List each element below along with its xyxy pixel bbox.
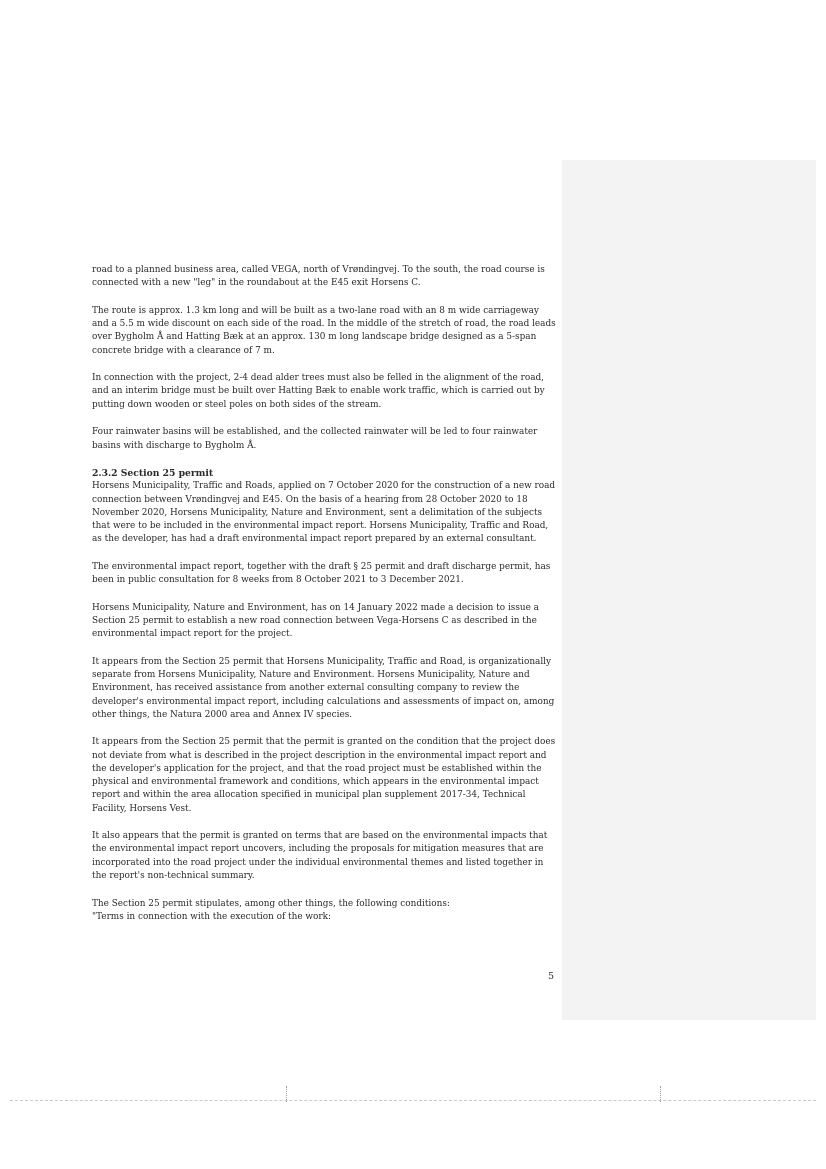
paragraph-consultation: The environmental impact report, together with the draft § 25 permit and draft discharge permit, has been in public consultation for 8 weeks from 8 October 2021 to 3 December 2021. [92,561,551,586]
closing-line-conditions: The Section 25 permit stipulates, among other things, the following conditions: [92,898,450,909]
scan-mark-right [660,1086,664,1102]
paragraph-organizational-separation: It appears from the Section 25 permit that Horsens Municipality, Traffic and Road, is organizationally separate from Horsens Municipality, Nature and Environment. Horsens Municipality, Nature and Environment, has received assistance from another external consulting company to review the developer's environmental impact report, including calculations and assessments of impact on, among other things, the Natura 2000 area and Annex IV species. [92,656,555,720]
scan-fold-line [10,1100,816,1101]
paragraph-decision: Horsens Municipality, Nature and Environment, has on 14 January 2022 made a decision to issue a Section 25 permit to establish a new road connection between Vega-Horsens C as described in the environmental impact report for the project. [92,602,539,640]
paragraph-route-continuation: road to a planned business area, called VEGA, north of Vrøndingvej. To the south, the road course is connected with a new "leg" in the roundabout at the E45 exit Horsens C. [92,265,545,289]
body-text [92,264,558,924]
paragraph-route-length: The route is approx. 1.3 km long and will be built as a two-lane road with an 8 m wide carriageway and a 5.5 m wide discount on each side of the road. In the middle of the stretch of road, the road leads over Bygholm Å and Hatting Bæk at an approx. 130 m long landscape bridge designed as a 5-span concrete bridge with a clearance of 7 m. [92,305,556,356]
paragraph-rainwater-basins: Four rainwater basins will be established, and the collected rainwater will be led to four rainwater basins with discharge to Bygholm Å. [92,427,538,451]
paragraph-permit-condition: It appears from the Section 25 permit that the permit is granted on the condition that the project does not deviate from what is described in the project description in the environmental impact report and the developer's application for the project, and that the road project must be established within the physical and environmental framework and conditions, which appears in the environmental impact report and within the area allocation specified in municipal plan supplement 2017-34, Technical Facility, Horsens Vest. [92,737,556,814]
paragraph-alder-trees: In connection with the project, 2-4 dead alder trees must also be felled in the alignment of the road, and an interim bridge must be built over Hatting Bæk to enable work traffic, which is carried out by putting down wooden or steel poles on both sides of the stream. [92,373,545,410]
closing-line-terms: "Terms in connection with the execution of the work: [92,911,331,922]
paragraph-application: Horsens Municipality, Traffic and Roads, applied on 7 October 2020 for the construction of a new road connection between Vrøndingvej and E45. On the basis of a hearing from 28 October 2020 to 18 November 2020, Horsens Municipality, Nature and Environment, sent a delimitation of the subjects that were to be included in the environmental impact report. Horsens Municipality, Traffic and Road, as the developer, has had a draft environmental impact report prepared by an external consultant. [92,481,556,545]
page-number: 5 [548,971,555,982]
section-heading: 2.3.2 Section 25 permit [92,468,214,480]
scan-mark-left [286,1086,290,1102]
scan-shade-region [562,160,816,1020]
paragraph-permit-terms: It also appears that the permit is granted on terms that are based on the environmental impacts that the environmental impact report uncovers, including the proposals for mitigation measures that are incorporated into the road project under the individual environmental themes and listed together in the report's non-technical summary. [92,831,548,881]
